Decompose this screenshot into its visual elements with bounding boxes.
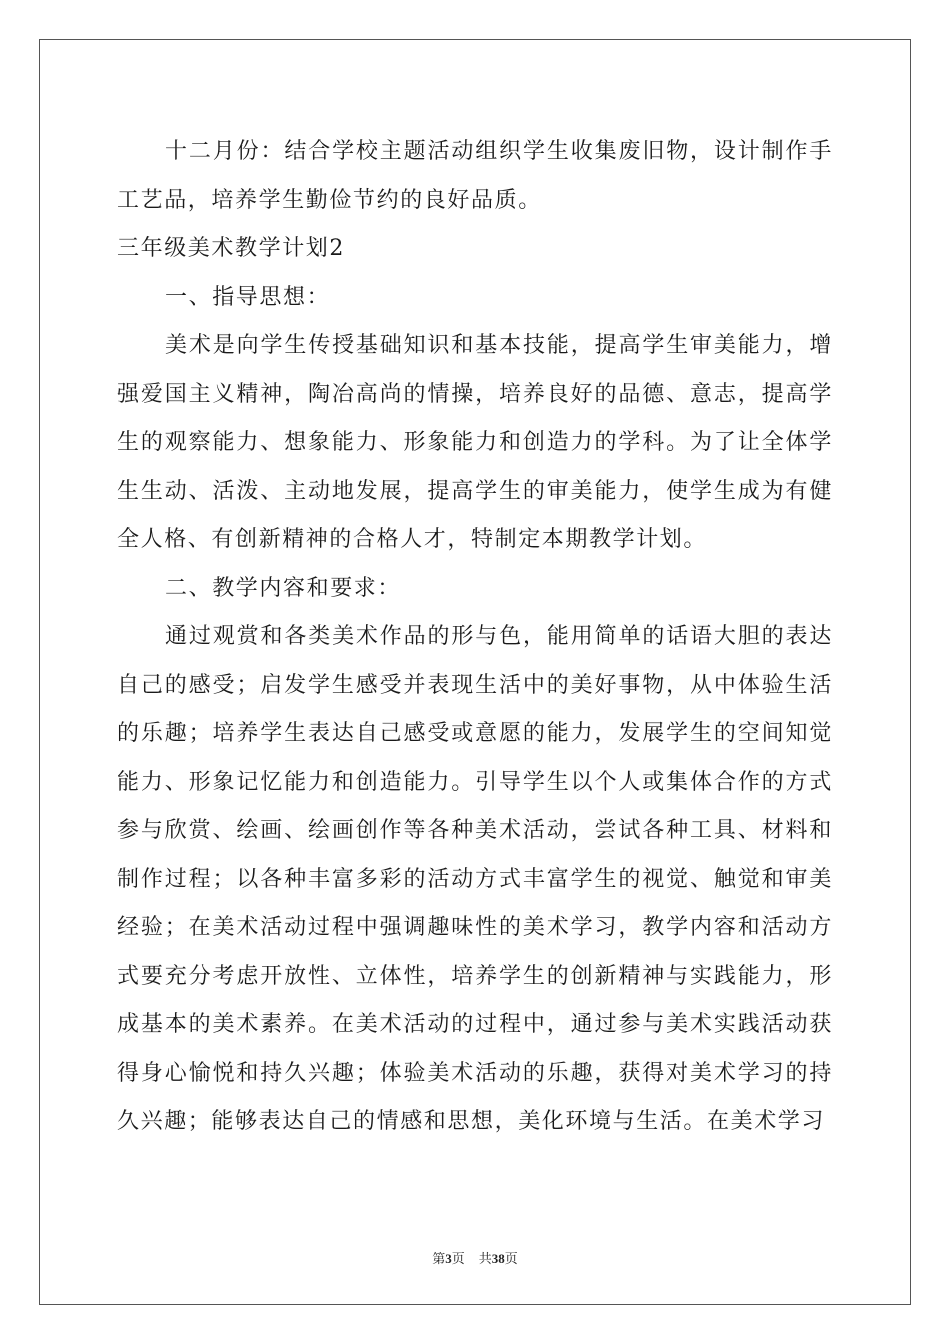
page-suffix: 页: [451, 1252, 465, 1267]
section-heading-plan-2: 三年级美术教学计划2: [117, 236, 345, 261]
total-pages: 38: [491, 1251, 505, 1266]
page-footer: [0, 1248, 950, 1267]
total-prefix: 共: [478, 1252, 492, 1267]
heading-guiding-ideology: 一、指导思想：: [165, 284, 331, 310]
paragraph-teaching-content: 通过观赏和各类美术作品的形与色，能用简单的话语大胆的表达自己的感受；启发学生感受并表现生活中的美好事物，从中体验生活的乐趣；培养学生表达自己感受或意愿的能力，发展学生的空间知觉能力、形象记忆能力和创造能力。引导学生以个人或集体合作的方式参与欣赏、绘画、绘画创作等各种美术活动，尝试各种工具、材料和制作过程；以各种丰富多彩的活动方式丰富学生的视觉、触觉和审美经验；在美术活动过程中强调趣味性的美术学习，教学内容和活动方式要充分考虑开放性、立体性，培养学生的创新精神与实践能力，形成基本的美术素养。在美术活动的过程中，通过参与美术实践活动获得身心愉悦和持久兴趣；体验美术活动的乐趣，获得对美术学习的持久兴趣；能够表达自己的情感和思想，美化环境与生活。在美术学习: [117, 624, 833, 1134]
paragraph-december-plan: 十二月份：结合学校主题活动组织学生收集废旧物，设计制作手工艺品，培养学生勤俭节约的良好品质。: [117, 139, 833, 213]
heading-teaching-content: 二、教学内容和要求：: [165, 575, 402, 601]
page-prefix: 第: [432, 1252, 446, 1267]
document-body: [117, 128, 833, 1147]
total-suffix: 页: [504, 1252, 518, 1267]
page-number: 3: [445, 1251, 452, 1266]
paragraph-guiding-ideology: 美术是向学生传授基础知识和基本技能，提高学生审美能力，增强爱国主义精神，陶冶高尚的情操，培养良好的品德、意志，提高学生的观察能力、想象能力、形象能力和创造力的学科。为了让全体学生生动、活泼、主动地发展，提高学生的审美能力，使学生成为有健全人格、有创新精神的合格人才，特制定本期教学计划。: [117, 333, 833, 552]
